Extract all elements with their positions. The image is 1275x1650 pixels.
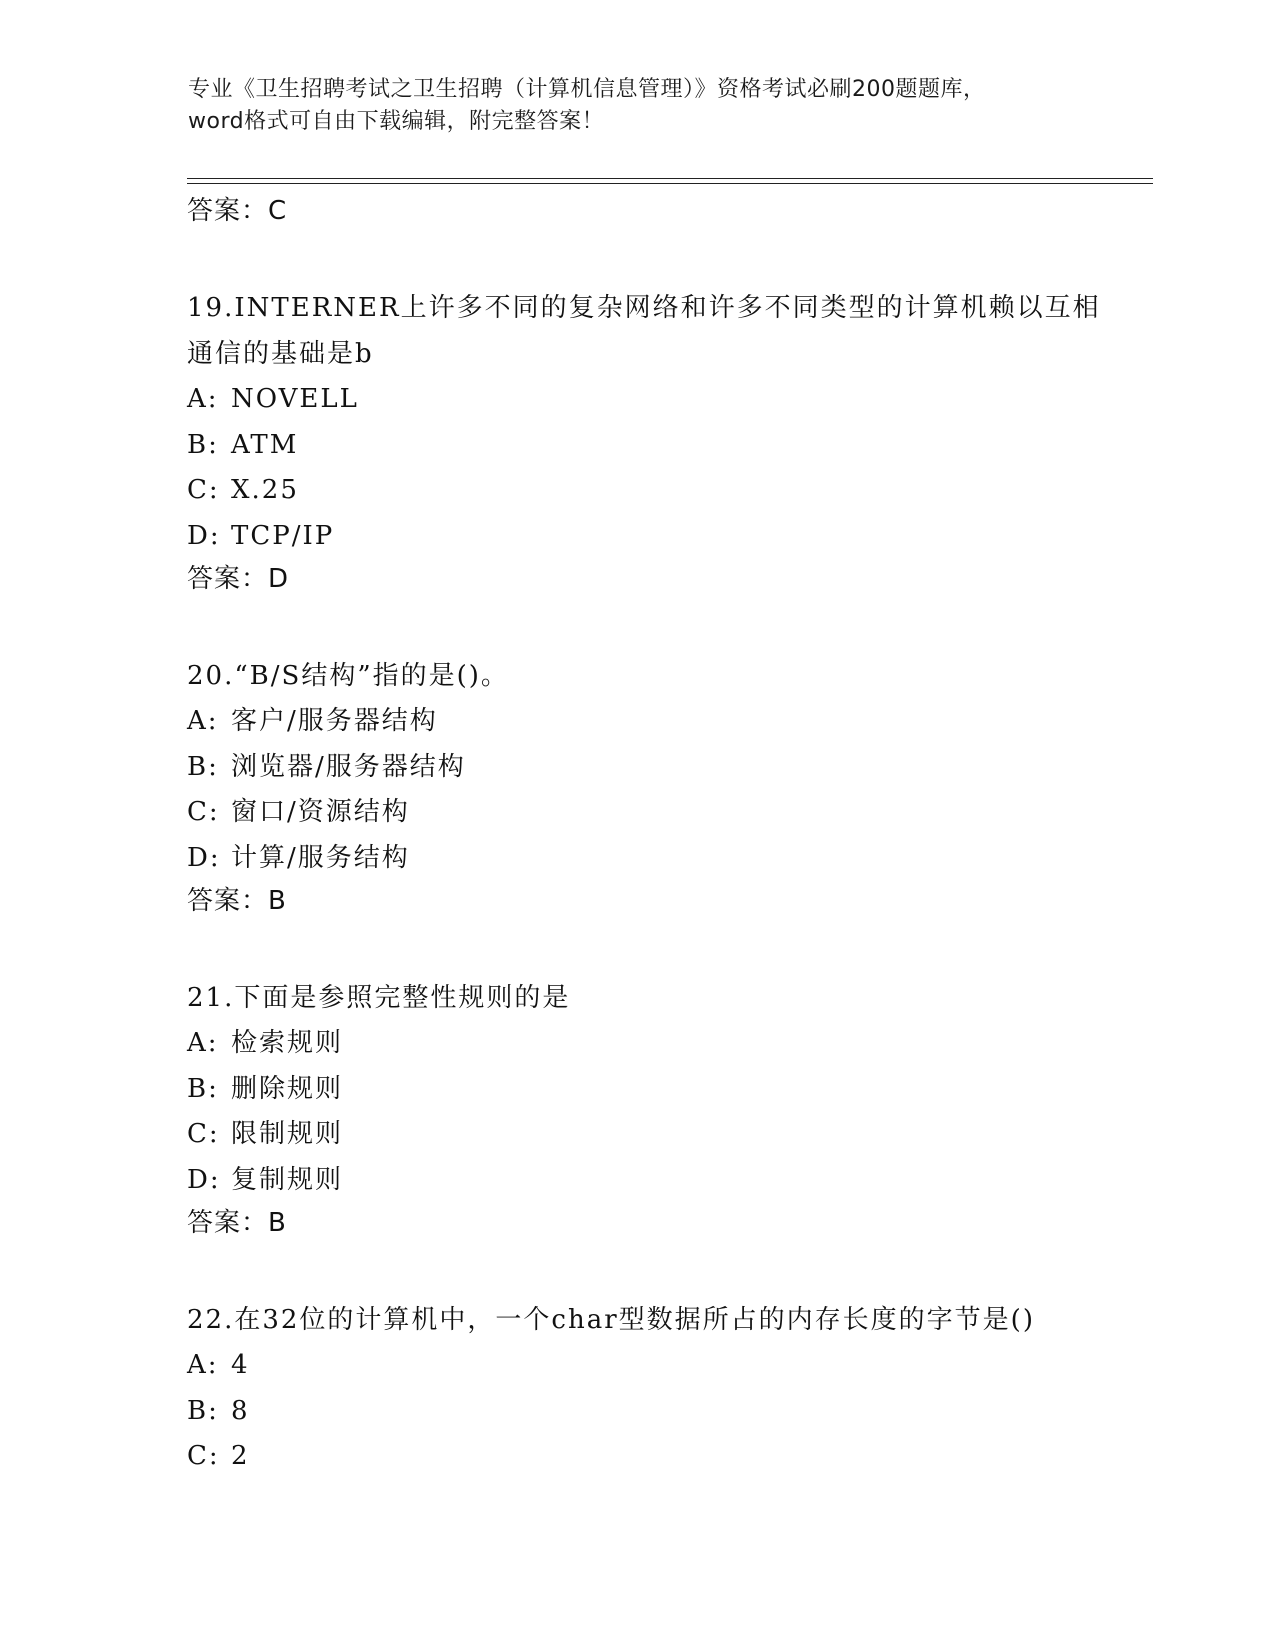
option-key: C:: [187, 797, 220, 827]
option-a: [187, 377, 1147, 423]
option-text: 窗口/资源结构: [231, 797, 410, 827]
option-key: C:: [187, 1441, 220, 1471]
option-b: [187, 1389, 1147, 1435]
option-d: [187, 514, 1147, 560]
option-a: [187, 1021, 1147, 1067]
header-line-1: 专业《卫生招聘考试之卫生招聘（计算机信息管理）》资格考试必刷200题题库，: [188, 77, 986, 102]
option-text: 删除规则: [231, 1073, 344, 1104]
question-stem: 19.INTERNER上许多不同的复杂网络和许多不同类型的计算机赖以互相: [187, 293, 1101, 323]
option-text: 8: [231, 1395, 250, 1426]
option-text: 检索规则: [231, 1028, 344, 1058]
option-text: X.25: [231, 475, 299, 505]
option-b: [187, 745, 1147, 791]
header-divider-bottom: [187, 183, 1153, 184]
question-stem-continued: 通信的基础是b: [187, 339, 374, 369]
option-text: 浏览器/服务器结构: [231, 751, 466, 782]
document-header: [188, 74, 1088, 138]
question-block: [187, 975, 1147, 1243]
question-block: [187, 285, 1147, 599]
question-block: [187, 1297, 1147, 1480]
option-key: A:: [187, 1350, 219, 1380]
header-divider-top: [187, 178, 1153, 179]
option-c: [187, 790, 1147, 836]
option-text: 2: [231, 1441, 250, 1471]
option-text: 复制规则: [231, 1164, 344, 1195]
question-stem: 20.“B/S结构”指的是()。: [187, 661, 509, 691]
option-key: C:: [187, 475, 220, 505]
option-key: D:: [187, 842, 221, 873]
header-line-2: word格式可自由下载编辑，附完整答案！: [188, 109, 605, 134]
option-key: D:: [187, 520, 221, 551]
option-a: [187, 699, 1147, 745]
option-c: [187, 1112, 1147, 1158]
question-stem: 22.在32位的计算机中，一个char型数据所占的内存长度的字节是(): [187, 1305, 1035, 1335]
option-key: B:: [187, 1073, 219, 1104]
option-key: B:: [187, 751, 219, 782]
option-key: B:: [187, 1395, 219, 1426]
option-key: A:: [187, 1028, 219, 1058]
option-key: B:: [187, 429, 219, 460]
option-b: [187, 1067, 1147, 1113]
option-text: 4: [231, 1350, 250, 1380]
option-text: 计算/服务结构: [231, 842, 410, 873]
question-list: [187, 191, 1147, 1480]
answer-line: 答案：D: [187, 564, 290, 594]
option-key: A:: [187, 706, 219, 736]
option-key: D:: [187, 1164, 221, 1195]
question-stem: 21.下面是参照完整性规则的是: [187, 983, 571, 1013]
option-c: [187, 468, 1147, 514]
option-text: 限制规则: [231, 1119, 344, 1149]
option-text: TCP/IP: [231, 520, 335, 551]
option-key: C:: [187, 1119, 220, 1149]
question-block: [187, 653, 1147, 921]
option-d: [187, 1158, 1147, 1204]
option-text: 客户/服务器结构: [231, 706, 438, 736]
option-text: NOVELL: [231, 384, 359, 414]
option-key: A:: [187, 384, 219, 414]
answer-line: 答案：C: [187, 196, 288, 226]
option-d: [187, 836, 1147, 882]
answer-line: 答案：B: [187, 1208, 287, 1238]
option-a: [187, 1343, 1147, 1389]
answer-line: 答案：B: [187, 886, 287, 916]
option-b: [187, 423, 1147, 469]
option-text: ATM: [231, 429, 299, 460]
option-c: [187, 1434, 1147, 1480]
